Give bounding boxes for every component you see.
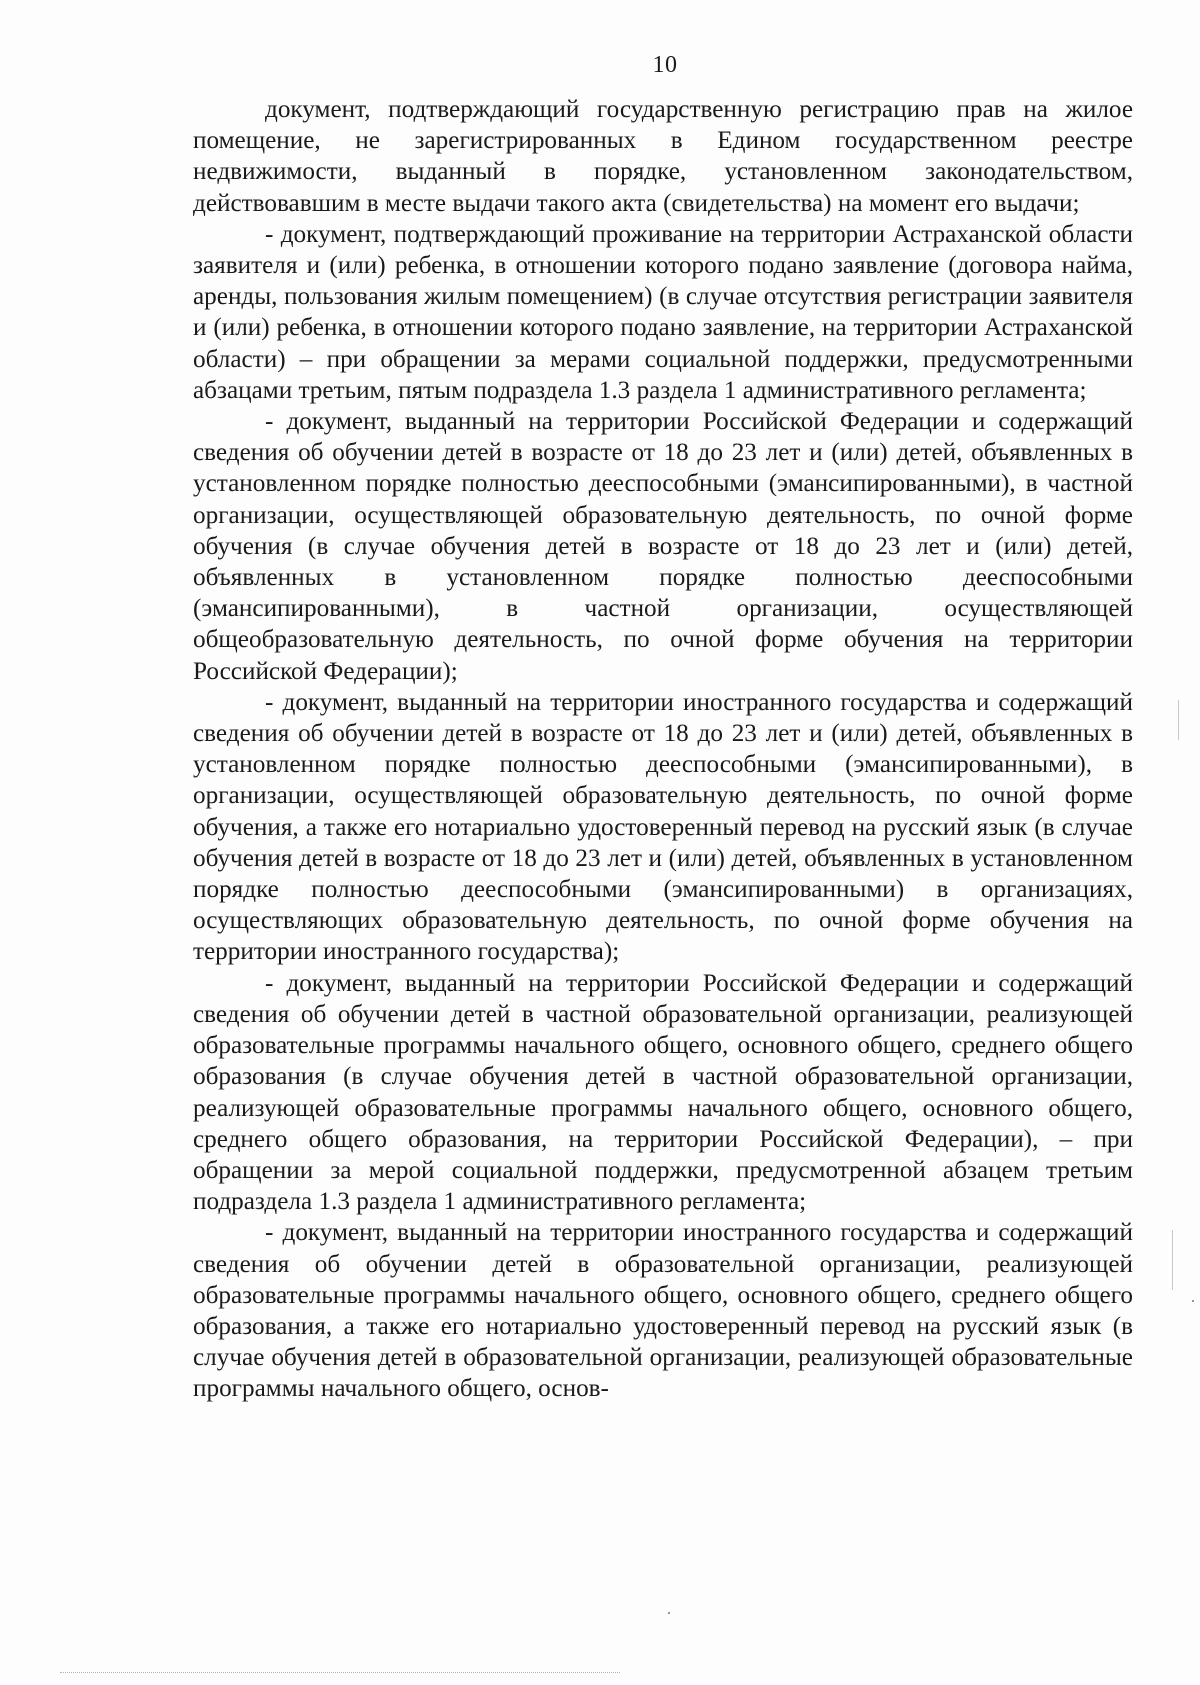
paragraph: - документ, подтверждающий проживание на территории Астраханской области заявителя и (или) ребенка, в отношении которого подано заявление (договора найма, аренды, пользования жилым помещением) (в случае отсутствия регистрации заявителя и (или) ребенка, в отношении которого подано заявление, на территории Астраханской области) – при обращении за мерами социальной поддержки, предусмотренными абзацами третьим, пятым подраздела 1.3 раздела 1 административного регламента; [193, 220, 1133, 404]
paragraph: - документ, выданный на территории иностранного государства и содержащий сведения об обучении детей в возрасте от 18 до 23 лет и (или) детей, объявленных в установленном порядке полностью дееспособными (эмансипированными), в организации, осуществляющей образовательную деятельность, по очной форме обучения, а также его нотариально удостоверенный перевод на русский язык (в случае обучения детей в возрасте от 18 до 23 лет и (или) детей, объявленных в установленном порядке полностью дееспособными (эмансипированными) в организациях, осуществляющих образовательную деятельность, по очной форме обучения на территории иностранного государства); [193, 688, 1133, 966]
scan-speck [668, 1612, 670, 1614]
scan-edge-mark [1178, 700, 1179, 740]
scan-speck [1192, 1300, 1194, 1302]
document-body [193, 94, 1133, 1405]
page-number: 10 [652, 52, 678, 78]
scan-bottom-edge [60, 1672, 620, 1674]
paragraph: документ, подтверждающий государственную регистрацию прав на жилое помещение, не зарегистрированных в Едином государственном реестре недвижимости, выданный в порядке, установленном законодательством, действовавшим в месте выдачи такого акта (свидетельства) на момент его выдачи; [193, 96, 1133, 217]
paragraph: - документ, выданный на территории Российской Федерации и содержащий сведения об обучении детей в возрасте от 18 до 23 лет и (или) детей, объявленных в установленном порядке полностью дееспособными (эмансипированными), в частной организации, осуществляющей образовательную деятельность, по очной форме обучения (в случае обучения детей в возрасте от 18 до 23 лет и (или) детей, объявленных в установленном порядке полностью дееспособными (эмансипированными), в частной организации, осуществляющей общеобразовательную деятельность, по очной форме обучения на территории Российской Федерации); [193, 408, 1133, 685]
paragraph: - документ, выданный на территории иностранного государства и содержащий сведения об обучении детей в образовательной организации, реализующей образовательные программы начального общего, основного общего, среднего общего образования, а также его нотариально удостоверенный перевод на русский язык (в случае обучения детей в образовательной организации, реализующей образовательные программы начального общего, основ- [193, 1219, 1133, 1403]
paragraph: - документ, выданный на территории Российской Федерации и содержащий сведения об обучении детей в частной образовательной организации, реализующей образовательные программы начального общего, основного общего, среднего общего образования (в случае обучения детей в частной образовательной организации, реализующей образовательные программы начального общего, основного общего, среднего общего образования, на территории Российской Федерации), – при обращении за мерой социальной поддержки, предусмотренной абзацем третьим подраздела 1.3 раздела 1 административного регламента; [193, 969, 1133, 1216]
scan-edge-mark [1172, 1230, 1173, 1290]
